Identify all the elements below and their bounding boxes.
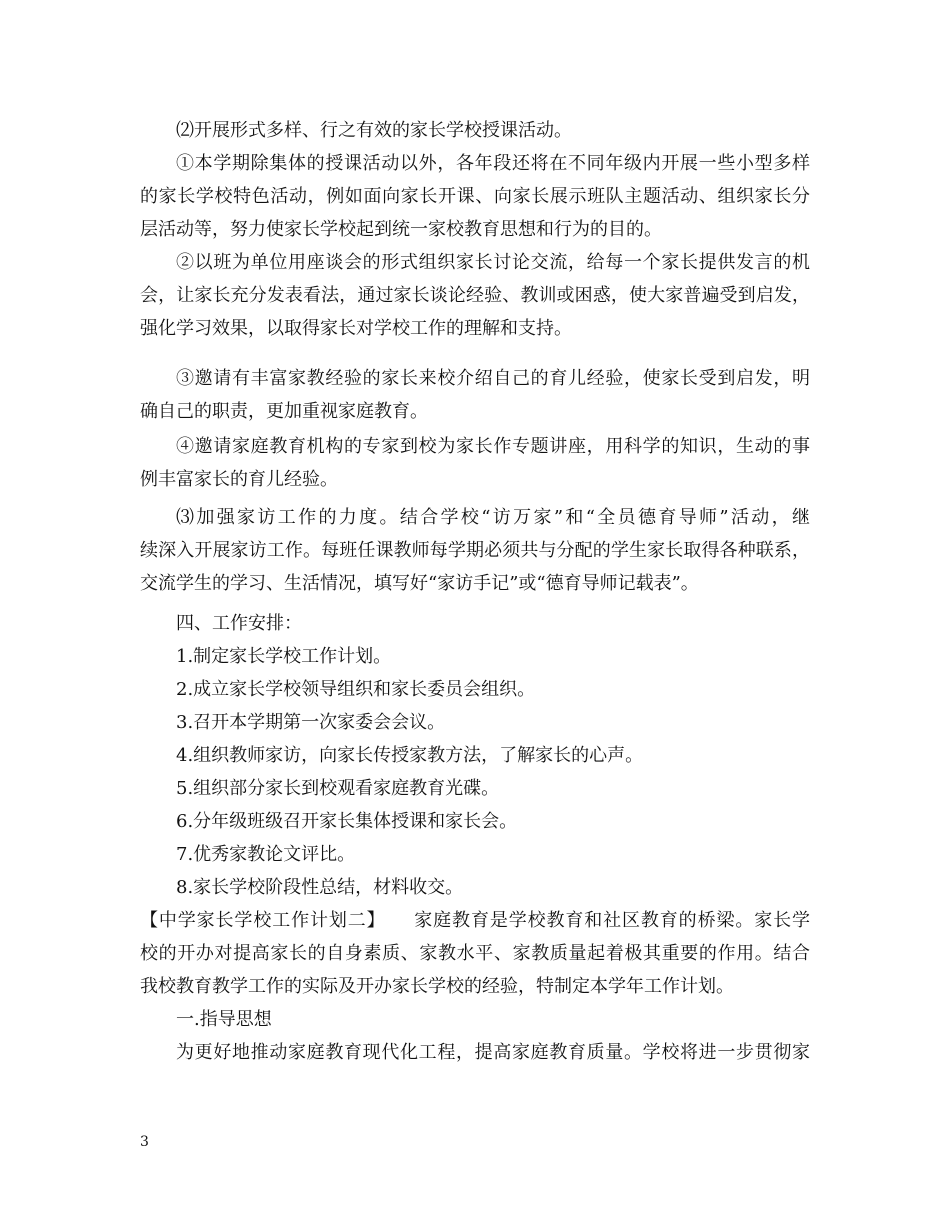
text-line: ⑶加强家访工作的力度。结合学校“访万家”和“全员德育导师”活动，继: [176, 507, 810, 528]
text-line: 四、工作安排：: [176, 613, 302, 634]
text-line: 我校教育教学工作的实际及开办家长学校的经验，特制定本学年工作计划。: [140, 976, 734, 997]
text-line: 的家长学校特色活动，例如面向家长开课、向家长展示班队主题活动、组织家长分: [140, 186, 810, 207]
text-line: 【中学家长学校工作计划二】 家庭教育是学校教育和社区教育的桥梁。家长学: [140, 910, 810, 931]
text-line: 为更好地推动家庭教育现代化工程，提高家庭教育质量。学校将进一步贯彻家: [176, 1042, 810, 1063]
paragraph-lecture-activities-heading: [140, 114, 810, 147]
text-line: 3.召开本学期第一次家委会会议。: [176, 712, 446, 733]
list-item: [140, 673, 810, 706]
text-line: ④邀请家庭教育机构的专家到校为家长作专题讲座，用科学的知识，生动的事: [176, 436, 810, 457]
paragraph-item-2: [140, 246, 810, 345]
page-number: 3: [140, 1134, 149, 1150]
list-item: [140, 640, 810, 673]
paragraph-item-1: [140, 147, 810, 246]
text-line: 校的开办对提高家长的自身素质、家教水平、家教质量起着极其重要的作用。结合: [140, 943, 810, 964]
text-line: 8.家长学校阶段性总结，材料收交。: [176, 877, 464, 898]
list-item: [140, 838, 810, 871]
text-line: 交流学生的学习、生活情况，填写好“家访手记”或“德育导师记载表”。: [140, 573, 699, 594]
paragraph-home-visits: [140, 501, 810, 600]
text-line: 6.分年级班级召开家长集体授课和家长会。: [176, 811, 518, 832]
paragraph-item-3: [140, 362, 810, 428]
text-line: 5.组织部分家长到校观看家庭教育光碟。: [176, 778, 500, 799]
list-item: [140, 772, 810, 805]
text-line: 7.优秀家教论文评比。: [176, 844, 356, 865]
list-item: [140, 805, 810, 838]
paragraph-guiding-ideology: [140, 1036, 810, 1069]
text-line: 一.指导思想: [176, 1009, 272, 1030]
text-line: 1.制定家长学校工作计划。: [176, 646, 392, 667]
text-line: 2.成立家长学校领导组织和家长委员会组织。: [176, 679, 536, 700]
text-line: ①本学期除集体的授课活动以外，各年段还将在不同年级内开展一些小型多样: [176, 153, 810, 174]
list-item: [140, 739, 810, 772]
list-item: [140, 706, 810, 739]
text-line: 例丰富家长的育儿经验。: [140, 469, 338, 490]
list-item: [140, 871, 810, 904]
text-line: 确自己的职责，更加重视家庭教育。: [140, 401, 428, 422]
text-line: 会，让家长充分发表看法，通过家长谈论经验、教训或困惑，使大家普遍受到启发，: [140, 285, 810, 306]
text-line: 4.组织教师家访，向家长传授家教方法，了解家长的心声。: [176, 745, 644, 766]
text-line: ⑵开展形式多样、行之有效的家长学校授课活动。: [176, 120, 572, 141]
paragraph-item-4: [140, 430, 810, 496]
text-line: ③邀请有丰富家教经验的家长来校介绍自己的育儿经验，使家长受到启发，明: [176, 368, 810, 389]
text-line: 层活动等，努力使家长学校起到统一家校教育思想和行为的目的。: [140, 219, 662, 240]
paragraph-plan-two-intro: [140, 904, 810, 1003]
section-heading-guiding-ideology: [140, 1003, 810, 1036]
text-line: ②以班为单位用座谈会的形式组织家长讨论交流，给每一个家长提供发言的机: [176, 252, 810, 273]
text-line: 续深入开展家访工作。每班任课教师每学期必须共与分配的学生家长取得各种联系，: [140, 540, 810, 561]
text-line: 强化学习效果，以取得家长对学校工作的理解和支持。: [140, 318, 572, 339]
section-heading-work-arrangement: [140, 607, 810, 640]
